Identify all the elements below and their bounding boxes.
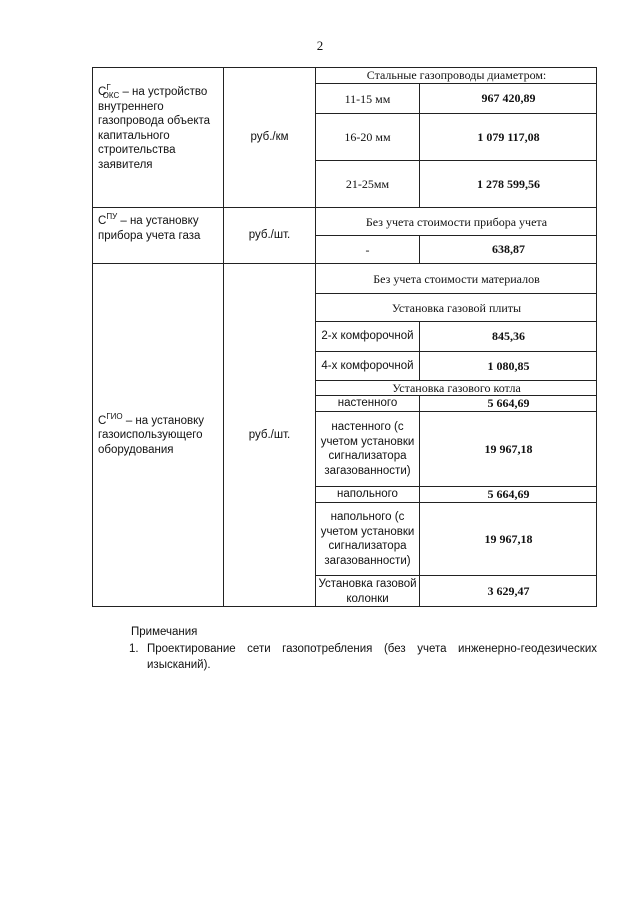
pu-header: Без учета стоимости прибора учета — [365, 214, 548, 229]
boiler-header: Установка газового котла — [392, 381, 521, 395]
column-heater-label: Установка газовой колонки — [318, 578, 417, 605]
stove-row-label: 2-х комфорочной — [321, 330, 414, 343]
boiler-row-label: настенного — [337, 397, 398, 410]
oks-row-label: 21-25мм — [345, 177, 390, 191]
oks-row-label: 16-20 мм — [344, 130, 391, 144]
column-heater-value: 3 629,47 — [487, 584, 530, 598]
gio-unit: руб./шт. — [248, 429, 291, 442]
page-number: 2 — [316, 38, 324, 53]
boiler-row-value: 5 664,69 — [487, 487, 530, 501]
oks-description: $С^Г_{ОКС}$ – на устройство внутреннего газопровода объекта капитального строительства заявителя — [98, 83, 211, 171]
stove-row-value: 845,36 — [492, 329, 525, 343]
oks-row-value: 967 420,89 — [481, 91, 536, 105]
pu-description: $С^{ПУ}$ – на установку прибора учета газа — [98, 212, 201, 242]
stove-header: Установка газовой плиты — [391, 300, 522, 315]
oks-row-label: 11-15 мм — [344, 91, 391, 106]
oks-symbol: С — [98, 86, 107, 98]
oks-header: Стальные газопроводы диаметром: — [366, 68, 547, 82]
boiler-row-label: настенного (с учетом установки сигнализатора загазованности) — [320, 421, 415, 477]
pu-symbol: С — [98, 215, 107, 227]
stove-row-label: 4-х комфорочной — [321, 359, 414, 372]
boiler-row-label: напольного (с учетом установки сигнализатора загазованности) — [320, 511, 415, 567]
tariff-table — [92, 67, 597, 607]
notes-section — [131, 624, 597, 673]
boiler-row-value: 19 967,18 — [484, 441, 533, 456]
oks-row-value: 1 278 599,56 — [477, 176, 540, 191]
boiler-row-value: 5 664,69 — [487, 396, 530, 410]
oks-unit: руб./км — [250, 130, 289, 143]
gio-symbol: С — [98, 414, 107, 427]
gio-description: $С^{ГИО}$ – на установку газоиспользующего оборудования — [98, 411, 205, 456]
boiler-row-label: напольного — [337, 488, 398, 501]
pu-row-label: - — [365, 242, 370, 257]
pu-unit: руб./шт. — [248, 229, 291, 242]
boiler-row-value: 19 967,18 — [484, 531, 533, 546]
stove-row-value: 1 080,85 — [487, 358, 530, 373]
pu-row-value: 638,87 — [492, 242, 525, 256]
note-item: 1. Проектирование сети газопотребления (без учета инженерно-геодезических изысканий). — [129, 643, 597, 671]
oks-row-value: 1 079 117,08 — [477, 129, 540, 144]
gio-header: Без учета стоимости материалов — [373, 271, 540, 286]
notes-title: Примечания — [131, 626, 198, 638]
